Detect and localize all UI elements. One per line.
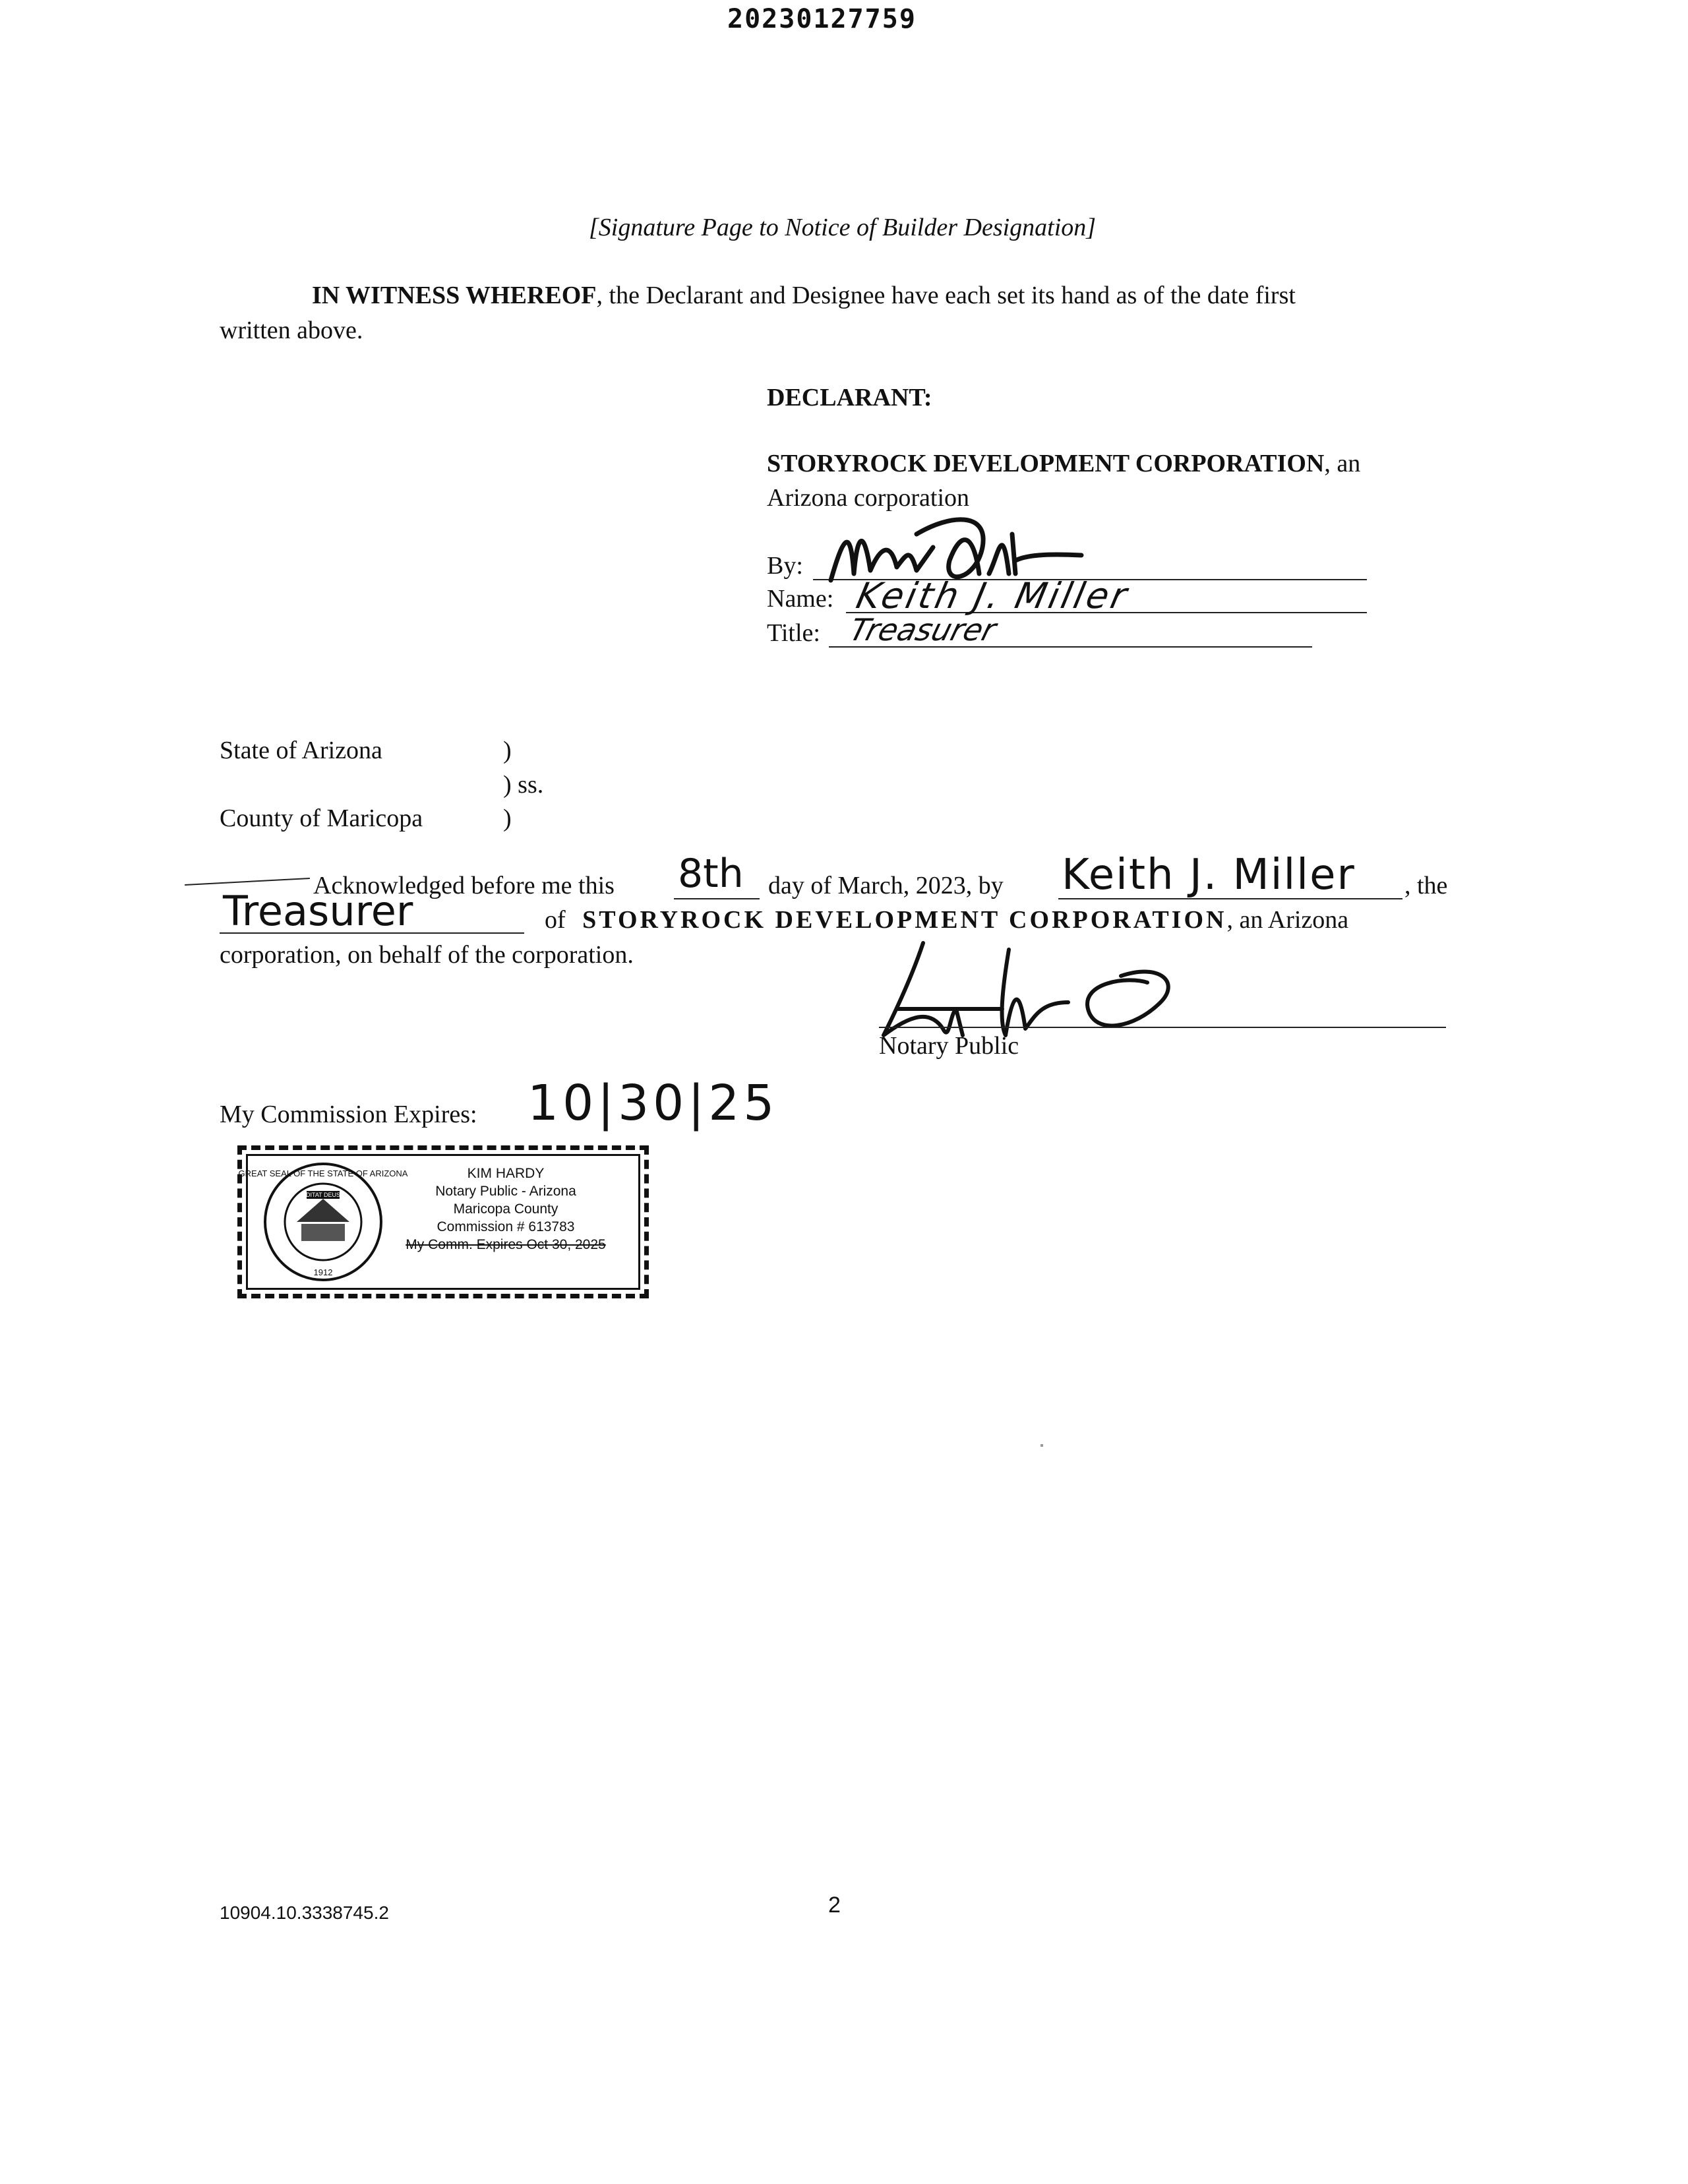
witness-text-line1: , the Declarant and Designee have each set its hand as of the date first — [596, 282, 1296, 309]
footer-doc-id: 10904.10.3338745.2 — [220, 1902, 389, 1923]
ack-day-handwritten: 8th — [678, 851, 744, 897]
venue-paren-3: ) — [503, 804, 512, 832]
stamp-name: KIM HARDY — [467, 1166, 545, 1181]
stamp-county: Maricopa County — [453, 1201, 558, 1217]
document-number: 20230127759 — [727, 4, 917, 34]
notary-signature-line — [879, 1027, 1446, 1028]
speck — [1040, 1444, 1043, 1447]
ack-part2: day of March, 2023, by — [768, 872, 1004, 899]
notary-stamp — [237, 1145, 649, 1298]
commission-label: My Commission Expires: — [220, 1101, 477, 1128]
ack-line2 — [545, 905, 1348, 936]
witness-lead: IN WITNESS WHEREOF — [312, 282, 597, 309]
notary-label: Notary Public — [879, 1032, 1019, 1060]
declarant-title-handwritten: Treasurer — [845, 612, 1000, 648]
ack-part3: , the — [1404, 872, 1448, 899]
ack-strike-mark — [185, 878, 310, 886]
footer-page-number: 2 — [828, 1893, 841, 1918]
ack-part1: Acknowledged before me this — [313, 872, 615, 899]
declarant-company: STORYROCK DEVELOPMENT CORPORATION — [767, 450, 1325, 477]
stamp-expires: My Comm. Expires Oct 30, 2025 — [406, 1237, 606, 1252]
declarant-company-line — [767, 448, 1360, 480]
declarant-company-line2: Arizona corporation — [767, 484, 970, 512]
venue-ss: ) ss. — [503, 771, 544, 799]
ack-company: STORYROCK DEVELOPMENT CORPORATION — [582, 906, 1227, 934]
ack-part4: of — [545, 906, 566, 934]
venue-state: State of Arizona — [220, 737, 382, 764]
by-label: By: — [767, 552, 803, 580]
title-label: Title: — [767, 619, 820, 647]
ack-day-line — [674, 898, 760, 899]
declarant-name-handwritten: Keith J. Miller — [853, 575, 1133, 617]
stamp-title: Notary Public - Arizona — [435, 1184, 576, 1199]
seal-motto: DITAT DEUS — [305, 1192, 341, 1198]
declarant-heading: DECLARANT: — [767, 384, 932, 411]
name-label: Name: — [767, 585, 834, 613]
declarant-company-suffix: , an — [1324, 450, 1361, 477]
seal-year: 1912 — [313, 1267, 333, 1277]
declarant-signature — [818, 508, 1095, 593]
stamp-commission: Commission # 613783 — [437, 1219, 575, 1234]
page-heading: [Signature Page to Notice of Builder Designation] — [589, 214, 1097, 241]
witness-text-line2: written above. — [220, 317, 363, 344]
ack-name-handwritten: Keith J. Miller — [1062, 851, 1356, 899]
venue-county: County of Maricopa — [220, 804, 423, 832]
venue-paren-1: ) — [503, 737, 512, 764]
ack-line3: corporation, on behalf of the corporation. — [220, 941, 634, 969]
ack-part5: , an Arizona — [1226, 906, 1349, 934]
seal-ring-text: GREAT SEAL OF THE STATE OF ARIZONA — [238, 1168, 408, 1178]
state-seal-icon — [238, 1159, 408, 1285]
witness-paragraph — [220, 280, 1296, 312]
ack-title-handwritten: Treasurer — [223, 887, 413, 935]
commission-handwritten: 10|30|25 — [528, 1075, 779, 1132]
